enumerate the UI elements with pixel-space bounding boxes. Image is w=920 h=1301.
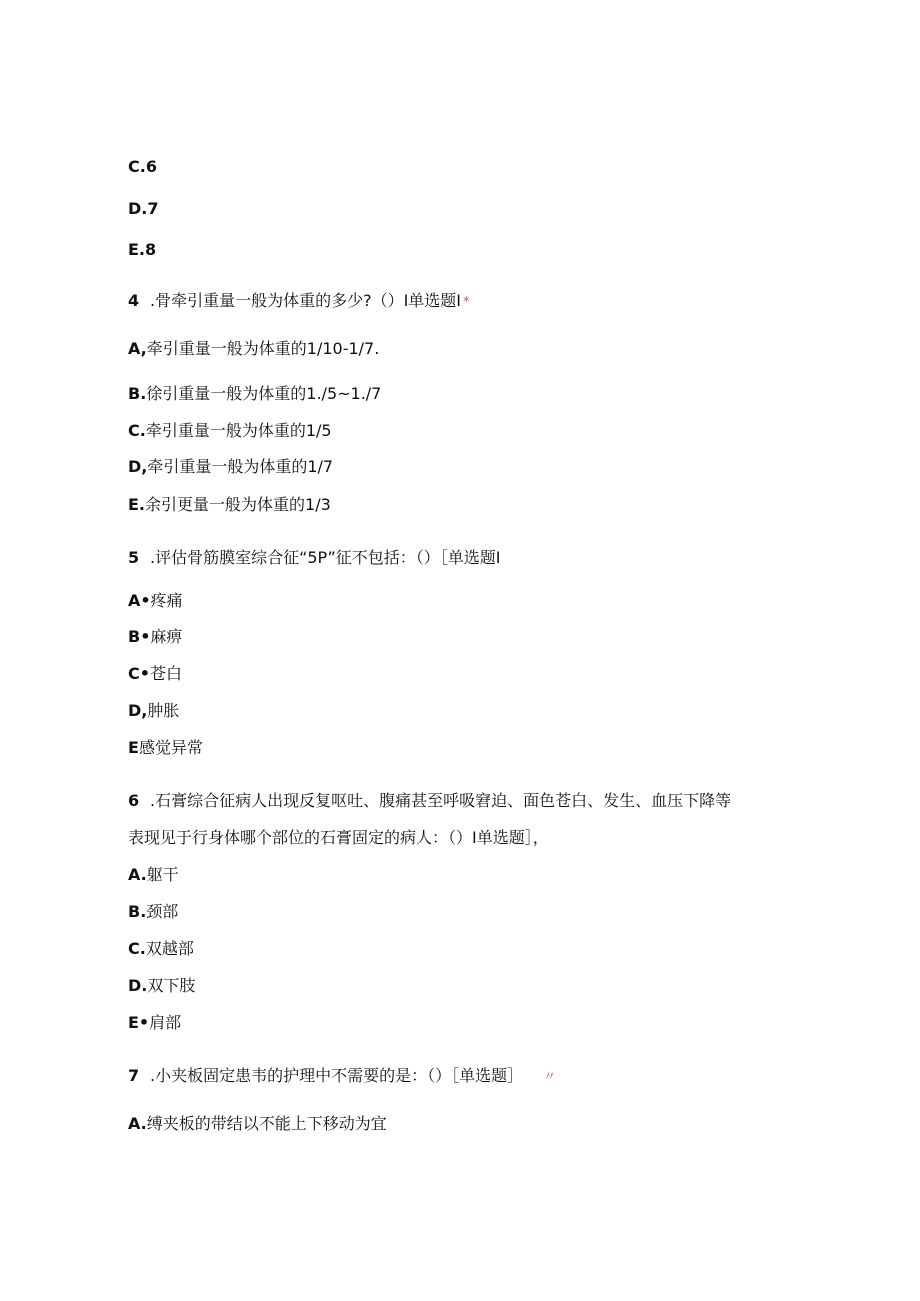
- q6-option-b[interactable]: [128, 902, 178, 922]
- question-6: [128, 791, 731, 811]
- question-number: 4: [128, 291, 140, 310]
- option-text: 肿胀: [147, 701, 180, 720]
- option-text: 牵引重量一般为体重的1/10-1/7.: [146, 339, 380, 358]
- option-c[interactable]: C.6: [128, 157, 157, 176]
- option-letter: D.: [128, 976, 148, 995]
- option-letter: E•: [128, 1013, 150, 1032]
- q6-option-d[interactable]: [128, 976, 195, 996]
- option-letter: D,: [128, 701, 148, 720]
- option-text: 牵引重量一般为体重的1/5: [145, 421, 332, 440]
- option-letter: A,: [128, 339, 147, 358]
- required-mark: *: [463, 295, 470, 310]
- option-letter: C•: [128, 664, 150, 683]
- question-number: 6: [128, 791, 140, 810]
- option-text: 疼痛: [150, 591, 183, 610]
- option-letter: B.: [128, 384, 147, 403]
- question-text: .石膏综合征病人出现反复呕吐、腹痛甚至呼吸窘迫、面色苍白、发生、血压下降等: [150, 791, 732, 810]
- option-text: 徐引重量一般为体重的1./5~1./7: [146, 384, 382, 403]
- option-letter: A.: [128, 865, 147, 884]
- q6-option-c[interactable]: [128, 939, 194, 959]
- option-text: 缚夹板的带结以不能上下移动为宜: [146, 1114, 387, 1133]
- option-text: 麻痹: [150, 627, 183, 646]
- q5-option-b[interactable]: [128, 627, 182, 647]
- q4-option-c[interactable]: [128, 421, 332, 441]
- option-letter: C.: [128, 421, 146, 440]
- option-e[interactable]: E.8: [128, 240, 157, 259]
- option-letter: B•: [128, 627, 151, 646]
- q5-option-d[interactable]: [128, 701, 179, 721]
- question-5: [128, 548, 501, 568]
- option-letter: E: [128, 738, 139, 757]
- option-letter: C.: [128, 939, 146, 958]
- question-text: .评估骨筋膜室综合征“5P”征不包括：（）［单选题I: [150, 548, 501, 567]
- question-4: [128, 291, 470, 313]
- option-text: 牵引重量一般为体重的1/7: [147, 457, 334, 476]
- question-7: [128, 1066, 556, 1088]
- option-text: 颈部: [146, 902, 179, 921]
- question-text: .骨牵引重量一般为体重的多少?（）I单选题I: [150, 291, 462, 310]
- option-text: 感觉异常: [138, 738, 203, 757]
- q5-option-a[interactable]: [128, 591, 183, 611]
- question-number: 5: [128, 548, 140, 567]
- q6-option-e[interactable]: [128, 1013, 181, 1033]
- q5-option-e[interactable]: [128, 738, 203, 758]
- required-mark: 〃: [543, 1070, 557, 1085]
- option-text: 双越部: [145, 939, 194, 958]
- option-letter: B.: [128, 902, 147, 921]
- question-text: .小夹板固定患韦的护理中不需要的是：（）［单选题］: [150, 1066, 524, 1085]
- option-letter: D,: [128, 457, 148, 476]
- q7-option-a[interactable]: [128, 1114, 387, 1134]
- q6-option-a[interactable]: [128, 865, 179, 885]
- question-number: 7: [128, 1066, 140, 1085]
- q4-option-e[interactable]: [128, 495, 331, 515]
- option-letter: A.: [128, 1114, 147, 1133]
- q5-option-c[interactable]: [128, 664, 182, 684]
- option-text: 肩部: [149, 1013, 182, 1032]
- option-text: 双下肢: [147, 976, 196, 995]
- q4-option-a[interactable]: [128, 339, 379, 359]
- q4-option-b[interactable]: [128, 384, 381, 404]
- question-6-continued: [128, 828, 549, 848]
- option-letter: E.: [128, 495, 146, 514]
- option-text: 苍白: [149, 664, 182, 683]
- question-text-continued: 表现见于行身体哪个部位的石膏固定的病人：（）I单选题］，: [128, 828, 549, 847]
- option-text: 躯干: [146, 865, 179, 884]
- q4-option-d[interactable]: [128, 457, 333, 477]
- option-text: 余引更量一般为体重的1/3: [145, 495, 331, 514]
- option-letter: A•: [128, 591, 151, 610]
- option-d[interactable]: D.7: [128, 199, 159, 218]
